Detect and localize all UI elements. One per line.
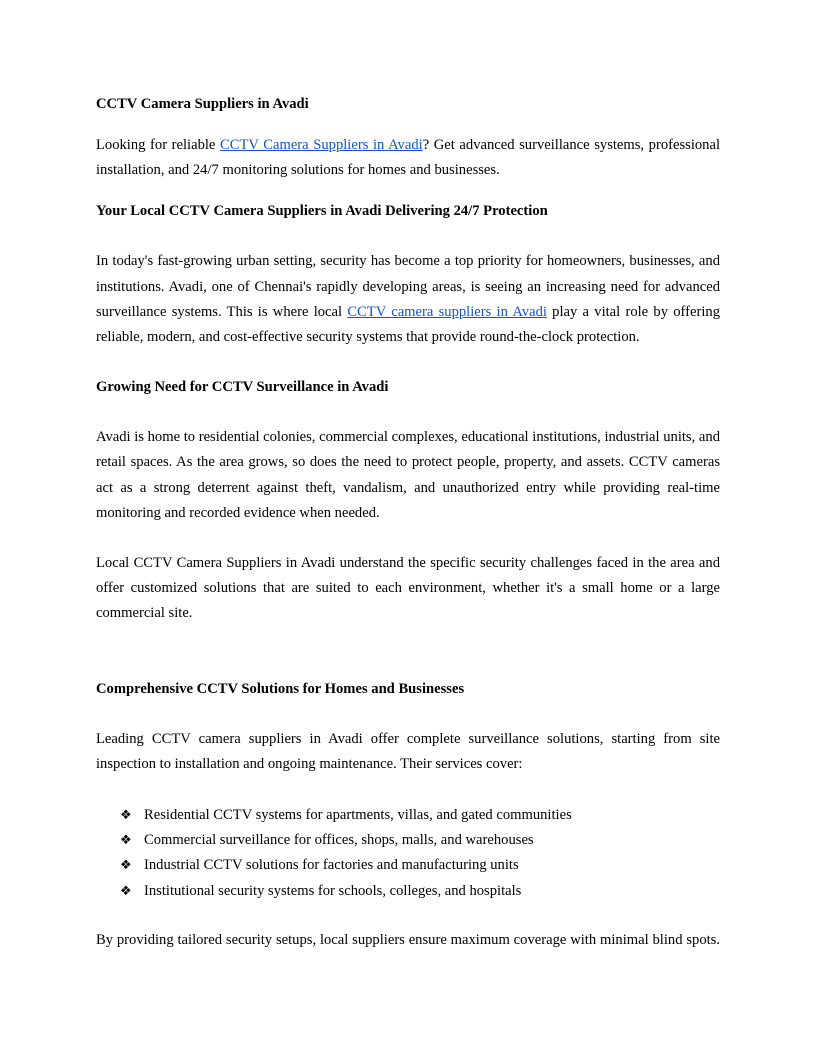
heading-local-protection: Your Local CCTV Camera Suppliers in Avadi Delivering 24/7 Protection — [96, 203, 548, 220]
service-label: Industrial CCTV solutions for factories and manufacturing units — [144, 857, 519, 874]
list-item — [120, 828, 720, 853]
service-label: Commercial surveillance for offices, shops, malls, and warehouses — [144, 832, 534, 849]
intro-text-after: ? Get advanced surveillance systems, professional installation, and 24/7 monitoring solutions for homes and businesses. — [96, 137, 721, 179]
today-text-after: play a vital role by offering reliable, modern, and cost-effective security systems that provide round-the-clock protection. — [96, 303, 720, 346]
four-diamond-bullet-icon: ❖ — [120, 858, 132, 874]
list-item — [120, 879, 720, 904]
heading-growing-need: Growing Need for CCTV Surveillance in Avadi — [96, 379, 389, 396]
cctv-camera-suppliers-link[interactable]: CCTV camera suppliers in Avadi — [347, 303, 547, 320]
document-title: CCTV Camera Suppliers in Avadi — [96, 96, 309, 112]
leading-suppliers-paragraph: Leading CCTV camera suppliers in Avadi offer complete surveillance solutions, starting from site inspection to installation and ongoing maintenance. Their services cover: — [96, 730, 720, 772]
cctv-suppliers-link[interactable]: CCTV Camera Suppliers in Avadi — [220, 137, 423, 153]
local-suppliers-paragraph: Local CCTV Camera Suppliers in Avadi understand the specific security challenges faced in the area and offer customized solutions that are suited to each environment, whether it's a small home or a large commercial site. — [96, 555, 720, 622]
four-diamond-bullet-icon: ❖ — [120, 883, 132, 899]
intro-text-before: Looking for reliable — [96, 137, 221, 153]
list-item — [120, 803, 720, 828]
services-list — [96, 803, 720, 904]
heading-comprehensive-solutions: Comprehensive CCTV Solutions for Homes and Businesses — [96, 680, 465, 697]
four-diamond-bullet-icon: ❖ — [120, 808, 132, 824]
today-paragraph — [96, 249, 720, 350]
list-item — [120, 853, 720, 878]
service-label: Residential CCTV systems for apartments, villas, and gated communities — [144, 807, 572, 824]
today-text-before: In today's fast-growing urban setting, security has become a top priority for homeowners, businesses, and institutions. Avadi, one of Chennai's rapidly developing areas, is seeing an increasing need for advanced surveillance systems. This is where local — [96, 253, 720, 320]
service-label: Institutional security systems for schools, colleges, and hospitals — [144, 882, 522, 899]
closing-paragraph: By providing tailored security setups, local suppliers ensure maximum coverage with minimal blind spots. — [96, 931, 720, 948]
four-diamond-bullet-icon: ❖ — [120, 833, 132, 849]
intro-paragraph — [96, 133, 720, 183]
avadi-paragraph: Avadi is home to residential colonies, commercial complexes, educational institutions, industrial units, and retail spaces. As the area grows, so does the need to protect people, property, and assets. CCTV cameras act as a strong deterrent against theft, vandalism, and unauthorized entry while providing real-time monitoring and recorded evidence when needed. — [96, 429, 720, 521]
document-page — [96, 92, 720, 953]
